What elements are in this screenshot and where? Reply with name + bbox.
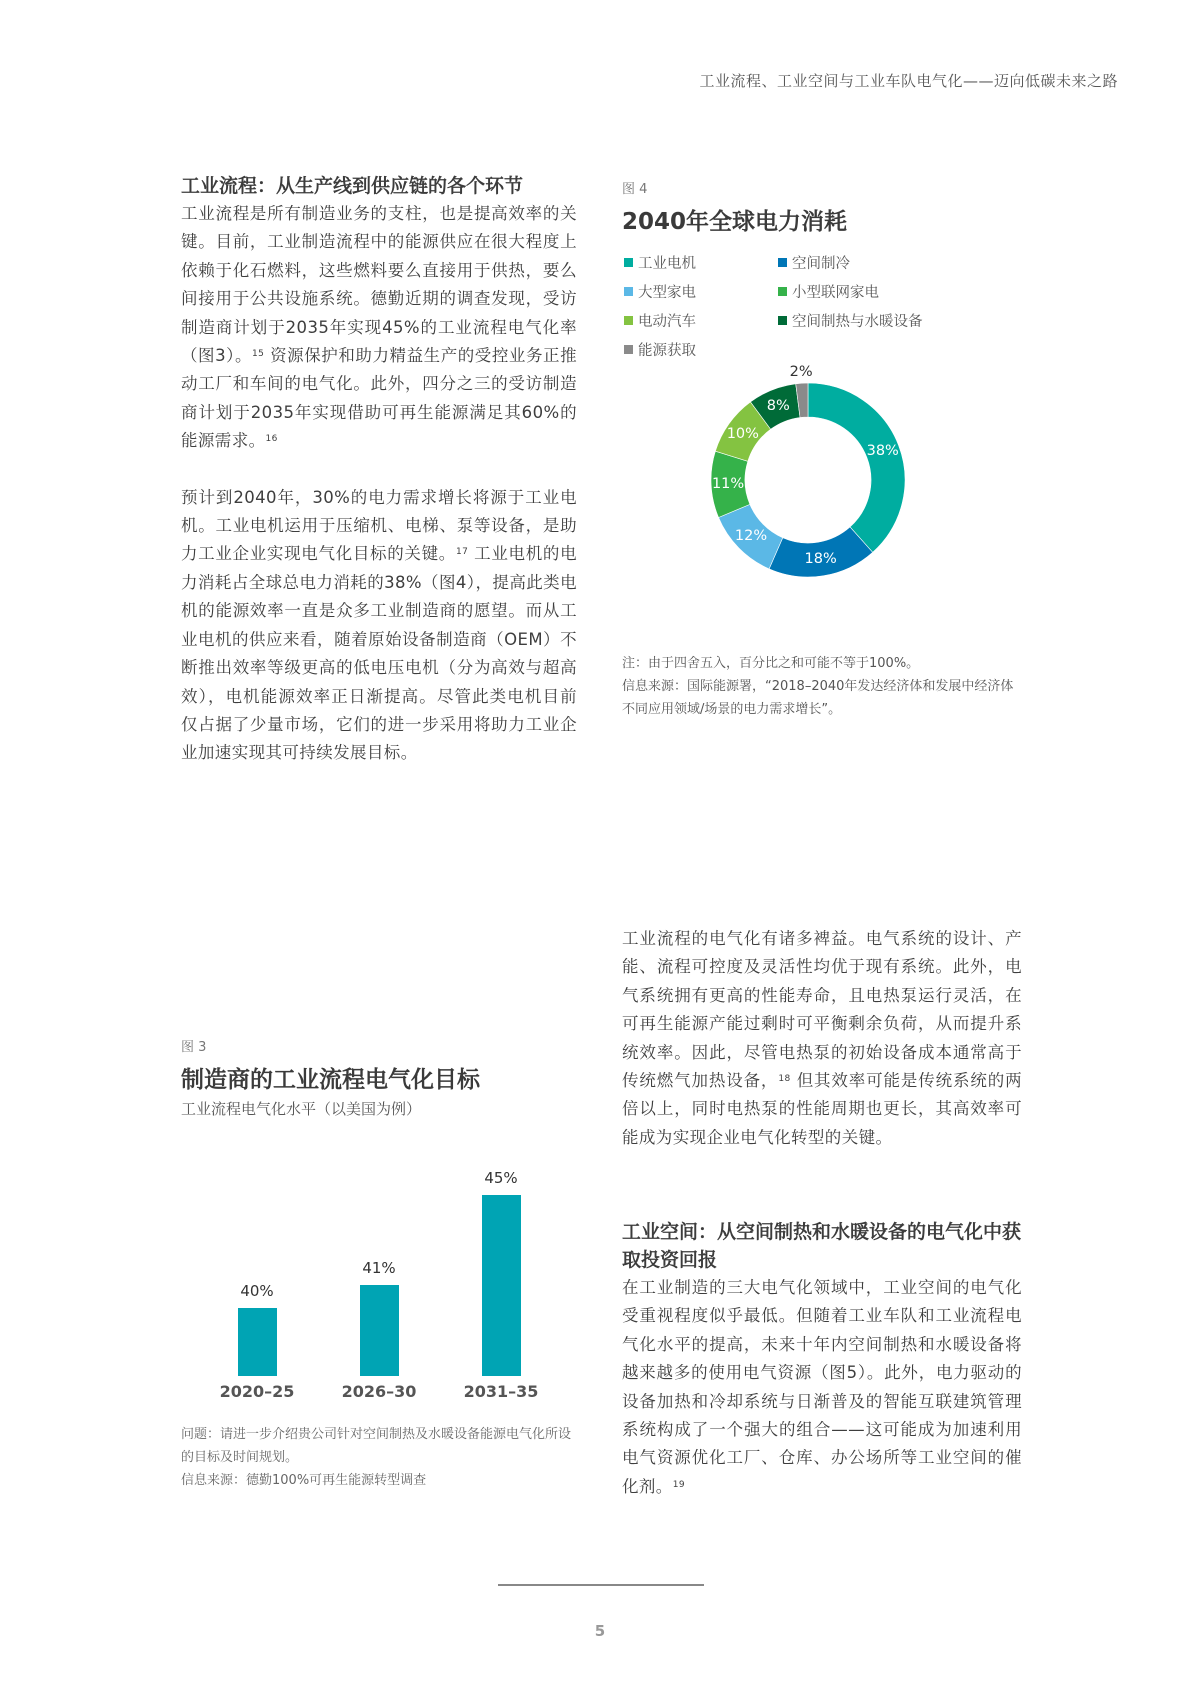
legend-item — [624, 253, 778, 272]
figure-label: 图 4 — [622, 182, 648, 197]
figure-source: 信息来源：国际能源署，“2018–2040年发达经济体和发展中经济体不同应用领域/场景的电力需求增长”。 — [622, 679, 1014, 717]
paragraph-text: 预计到2040年，30%的电力需求增长将源于工业电机。工业电机运用于压缩机、电梯、泵等设备，是助力工业企业实现电气化目标的关键。 — [181, 487, 577, 564]
donut-value-label: 8% — [766, 397, 790, 414]
bar — [360, 1285, 399, 1376]
figure-label: 图 3 — [181, 1040, 207, 1055]
paragraph-text: 工业流程是所有制造业务的支柱，也是提高效率的关键。目前，工业制造流程中的能源供应在很大程度上依赖于化石燃料，这些燃料要么直接用于供热，要么间接用于公共设施系统。德勤近期的调查发现，受访制造商计划于2035年实现45%的工业流程电气化率（图3）。 — [181, 204, 577, 366]
legend-label: 工业电机 — [638, 256, 696, 272]
figure-3-notes — [181, 1423, 577, 1492]
section-heading: 工业空间：从空间制热和水暖设备的电气化中获取投资回报 — [622, 1221, 1022, 1271]
bar-category-label: 2031–35 — [463, 1382, 539, 1401]
bar-category-label: 2020–25 — [219, 1382, 295, 1401]
figure-title: 制造商的工业流程电气化目标 — [181, 1067, 480, 1093]
body-paragraph — [622, 925, 1022, 1152]
section-heading: 工业流程：从生产线到供应链的各个环节 — [181, 175, 524, 197]
bar-category-label: 2026–30 — [341, 1382, 417, 1401]
paragraph-text: 工业电机的电力消耗占全球总电力消耗的38%（图4），提高此类电机的能源效率一直是众多工业制造商的愿望。而从工业电机的供应来看，随着原始设备制造商（OEM）不断推出效率等级更高的低电压电机（分为高效与超高效），电机能源效率正日渐提高。尽管此类电机目前仅占据了少量市场，它们的进一步采用将助力工业企业加速实现其可持续发展目标。 — [181, 544, 577, 763]
body-paragraph — [181, 200, 577, 456]
bar-value-label: 40% — [240, 1282, 274, 1300]
footnote-ref[interactable]: 17 — [455, 547, 469, 558]
bar-chart — [181, 1160, 601, 1410]
figure-subtitle: 工业流程电气化水平（以美国为例） — [181, 1100, 422, 1118]
legend-swatch-icon — [624, 287, 633, 296]
paragraph-text: 在工业制造的三大电气化领域中，工业空间的电气化受重视程度似乎最低。但随着工业车队和工业流程电气化水平的提高，未来十年内空间制热和水暖设备将越来越多的使用电气资源（图5）。此外，电力驱动的设备加热和冷却系统与日渐普及的智能互联建筑管理系统构成了一个强大的组合——这可能成为加速利用电气资源优化工厂、仓库、办公场所等工业空间的催化剂。 — [622, 1278, 1022, 1496]
footer-divider — [498, 1584, 704, 1586]
legend-item — [778, 311, 1038, 330]
figure-4-notes — [622, 652, 1022, 721]
legend-swatch-icon — [624, 345, 633, 354]
footnote-ref[interactable]: 19 — [672, 1479, 685, 1490]
legend-item — [778, 253, 1038, 272]
legend-label: 大型家电 — [638, 285, 696, 301]
figure-note: 注：由于四舍五入，百分比之和可能不等于100%。 — [622, 656, 920, 671]
figure-title: 2040年全球电力消耗 — [622, 209, 848, 235]
legend-swatch-icon — [778, 316, 787, 325]
footnote-ref[interactable]: 18 — [778, 1074, 791, 1085]
body-paragraph — [181, 484, 577, 768]
donut-value-label: 2% — [789, 364, 813, 381]
figure-question: 问题：请进一步介绍贵公司针对空间制热及水暖设备能源电气化所设的目标及时间规划。 — [181, 1427, 572, 1465]
figure-3-header — [181, 1036, 577, 1119]
figure-4-header — [622, 178, 1022, 236]
donut-value-label: 11% — [711, 475, 745, 492]
legend-swatch-icon — [778, 287, 787, 296]
paragraph-text: 资源保护和助力精益生产的受控业务正推动工厂和车间的电气化。此外，四分之三的受访制造商计划于2035年实现借助可再生能源满足其60%的能源需求。 — [181, 346, 577, 451]
donut-value-label: 10% — [726, 425, 759, 442]
paragraph-text: 工业流程的电气化有诸多裨益。电气系统的设计、产能、流程可控度及灵活性均优于现有系统。此外，电气系统拥有更高的性能寿命，且电热泵运行灵活，在可再生能源产能过剩时可平衡剩余负荷，从而提升系统效率。因此，尽管电热泵的初始设备成本通常高于传统燃气加热设备， — [622, 929, 1022, 1091]
legend-label: 能源获取 — [638, 343, 696, 359]
legend-label: 空间制热与水暖设备 — [792, 314, 923, 330]
page-number: 5 — [594, 1622, 606, 1640]
donut-value-label: 38% — [866, 443, 899, 460]
legend-swatch-icon — [624, 316, 633, 325]
bar — [238, 1308, 277, 1376]
figure-source: 信息来源：德勤100%可再生能源转型调查 — [181, 1473, 427, 1488]
legend-label: 电动汽车 — [638, 314, 696, 330]
bar-value-label: 41% — [362, 1259, 396, 1277]
legend-item — [624, 340, 778, 359]
donut-graphic — [700, 378, 960, 638]
bar-value-label: 45% — [484, 1169, 518, 1187]
donut-segment — [808, 383, 905, 552]
donut-value-label: 12% — [734, 528, 768, 545]
donut-chart — [700, 364, 960, 638]
legend-swatch-icon — [778, 258, 787, 267]
footnote-ref[interactable]: 15 — [252, 349, 265, 360]
legend-item — [624, 282, 778, 301]
donut-value-label: 18% — [804, 550, 837, 567]
body-paragraph — [622, 1274, 1022, 1501]
section-industrial-process — [181, 172, 577, 768]
section-benefits — [622, 925, 1022, 1152]
chart-legend — [624, 253, 1044, 359]
section-industrial-space — [622, 1218, 1022, 1501]
legend-label: 空间制冷 — [792, 256, 850, 272]
bar — [482, 1195, 521, 1376]
legend-swatch-icon — [624, 258, 633, 267]
paragraph-text: 但其效率可能是传统系统的两倍以上，同时电热泵的性能周期也更长，其高效率可能成为实现企业电气化转型的关键。 — [622, 1071, 1022, 1147]
running-header: 工业流程、工业空间与工业车队电气化——迈向低碳未来之路 — [699, 72, 1118, 90]
legend-label: 小型联网家电 — [792, 285, 879, 301]
legend-item — [624, 311, 778, 330]
legend-item — [778, 282, 1038, 301]
footnote-ref[interactable]: 16 — [265, 434, 278, 445]
